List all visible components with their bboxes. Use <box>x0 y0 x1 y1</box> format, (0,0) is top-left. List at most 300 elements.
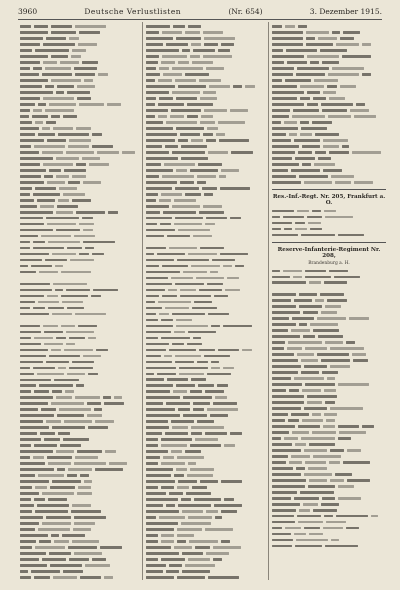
text-word <box>20 510 32 513</box>
text-word <box>57 85 74 88</box>
text-word <box>338 234 364 237</box>
text-word <box>159 97 173 100</box>
text-word <box>272 527 282 530</box>
text-line <box>272 162 386 167</box>
text-word <box>35 486 47 489</box>
text-word <box>146 331 171 334</box>
text-line <box>272 364 386 369</box>
text-line <box>146 503 266 508</box>
text-line <box>20 150 140 155</box>
text-word <box>20 486 32 489</box>
text-word <box>20 31 48 34</box>
text-word <box>48 462 71 465</box>
text-word <box>42 492 73 495</box>
text-word <box>20 396 53 399</box>
text-word <box>322 371 339 374</box>
text-word <box>38 103 47 106</box>
text-word <box>66 151 95 154</box>
text-word <box>146 307 162 310</box>
text-word <box>146 61 158 64</box>
text-word <box>204 109 227 112</box>
text-word <box>353 359 367 362</box>
text-word <box>167 378 188 381</box>
text-word <box>20 426 49 429</box>
text-word <box>166 570 179 573</box>
text-word <box>41 235 71 238</box>
text-word <box>179 367 208 370</box>
text-word <box>323 139 348 142</box>
text-word <box>20 205 37 208</box>
text-word <box>33 193 60 196</box>
text-word <box>301 371 319 374</box>
text-line <box>272 448 386 453</box>
text-line <box>146 521 266 526</box>
text-word <box>174 546 192 549</box>
text-word <box>292 317 314 320</box>
text-word <box>146 25 170 28</box>
text-line <box>20 144 140 149</box>
text-line <box>146 467 266 472</box>
text-word <box>272 115 289 118</box>
text-word <box>318 37 338 40</box>
text-word <box>307 91 319 94</box>
text-line <box>20 54 140 59</box>
text-word <box>223 265 232 268</box>
text-word <box>146 373 154 376</box>
text-word <box>20 552 46 555</box>
text-word <box>35 510 68 513</box>
text-word <box>272 270 280 273</box>
text-word <box>193 402 210 405</box>
text-line <box>146 287 266 292</box>
text-word <box>146 426 169 429</box>
text-word <box>272 151 295 154</box>
text-word <box>272 443 292 446</box>
text-line <box>146 443 266 448</box>
text-word <box>178 480 197 483</box>
text-word <box>272 515 294 518</box>
text-word <box>292 115 325 118</box>
text-word <box>174 474 185 477</box>
text-word <box>207 283 223 286</box>
text-line <box>146 563 266 568</box>
text-word <box>318 335 342 338</box>
text-word <box>20 295 44 298</box>
text-word <box>336 43 360 46</box>
text-word <box>188 516 212 519</box>
text-word <box>75 25 106 28</box>
text-line <box>146 78 266 83</box>
text-word <box>294 533 306 536</box>
text-line <box>272 108 386 113</box>
text-word <box>166 504 175 507</box>
text-word <box>44 175 53 178</box>
text-line <box>146 347 266 352</box>
text-line <box>146 569 266 574</box>
text-word <box>42 73 72 76</box>
text-word <box>20 349 48 352</box>
text-word <box>169 349 196 352</box>
text-word <box>272 335 300 338</box>
text-column-1 <box>20 24 140 580</box>
text-word <box>52 480 81 483</box>
text-word <box>289 133 298 136</box>
text-word <box>200 97 217 100</box>
text-word <box>162 265 189 268</box>
text-word <box>321 359 351 362</box>
text-word <box>172 313 205 316</box>
text-word <box>272 455 288 458</box>
text-line <box>272 424 386 429</box>
text-word <box>67 474 78 477</box>
text-word <box>191 426 223 429</box>
text-word <box>321 311 337 314</box>
text-word <box>146 468 173 471</box>
text-word <box>272 503 300 506</box>
text-word <box>175 79 195 82</box>
text-word <box>58 133 89 136</box>
text-word <box>74 522 96 525</box>
text-word <box>170 115 184 118</box>
text-word <box>114 396 121 399</box>
text-line <box>146 527 266 532</box>
text-word <box>310 61 320 64</box>
text-word <box>304 527 320 530</box>
text-word <box>63 115 77 118</box>
text-word <box>272 437 281 440</box>
text-word <box>20 223 44 226</box>
text-word <box>34 444 57 447</box>
text-word <box>146 73 160 76</box>
text-word <box>64 420 92 423</box>
text-word <box>69 367 93 370</box>
text-word <box>306 31 329 34</box>
text-word <box>272 323 296 326</box>
text-word <box>187 474 213 477</box>
text-word <box>35 49 69 52</box>
text-word <box>49 552 71 555</box>
text-word <box>211 361 219 364</box>
text-word <box>272 109 290 112</box>
text-word <box>56 211 74 214</box>
text-line <box>146 156 266 161</box>
text-word <box>42 522 71 525</box>
text-line <box>20 251 140 256</box>
text-word <box>63 438 89 441</box>
text-word <box>207 373 231 376</box>
text-word <box>296 467 305 470</box>
text-word <box>146 283 172 286</box>
text-word <box>34 337 54 340</box>
text-word <box>67 307 84 310</box>
text-line <box>20 168 140 173</box>
text-line <box>146 383 266 388</box>
text-word <box>20 37 43 40</box>
text-word <box>272 365 301 368</box>
text-word <box>31 265 52 268</box>
text-word <box>175 355 201 358</box>
text-word <box>42 127 50 130</box>
text-line <box>272 418 386 423</box>
text-word <box>177 486 189 489</box>
text-word <box>295 157 315 160</box>
text-line <box>20 48 140 53</box>
text-word <box>146 91 169 94</box>
text-word <box>309 479 328 482</box>
text-word <box>72 540 98 543</box>
text-word <box>82 157 100 160</box>
text-word <box>85 564 109 567</box>
text-word <box>338 497 361 500</box>
text-line <box>272 466 386 471</box>
text-word <box>52 426 86 429</box>
text-word <box>58 432 70 435</box>
text-line <box>20 527 140 532</box>
text-line <box>20 180 140 185</box>
text-word <box>47 295 59 298</box>
text-line <box>20 497 140 502</box>
text-line <box>146 132 266 137</box>
text-word <box>122 151 134 154</box>
text-word <box>312 210 321 213</box>
text-word <box>104 576 113 579</box>
text-word <box>146 277 168 280</box>
text-line <box>20 114 140 119</box>
text-word <box>272 91 304 94</box>
text-word <box>38 301 59 304</box>
text-word <box>272 37 303 40</box>
text-word <box>176 384 195 387</box>
text-line <box>20 281 140 286</box>
text-word <box>327 377 336 380</box>
text-word <box>303 311 319 314</box>
text-word <box>272 43 303 46</box>
text-word <box>43 163 74 166</box>
text-line <box>20 233 140 238</box>
text-line <box>20 509 140 514</box>
text-line <box>272 525 386 530</box>
text-word <box>146 313 156 316</box>
text-word <box>329 461 340 464</box>
text-word <box>272 157 292 160</box>
text-word <box>190 55 200 58</box>
text-word <box>197 420 215 423</box>
text-word <box>230 432 242 435</box>
text-word <box>175 361 194 364</box>
text-line <box>272 406 386 411</box>
text-line <box>146 263 266 268</box>
text-word <box>338 383 369 386</box>
text-word <box>322 497 335 500</box>
text-line <box>146 204 266 209</box>
text-word <box>146 456 160 459</box>
text-word <box>308 222 321 225</box>
text-word <box>146 486 158 489</box>
text-word <box>37 373 64 376</box>
text-line <box>20 455 140 460</box>
text-word <box>309 533 323 536</box>
text-word <box>20 91 53 94</box>
text-line <box>146 545 266 550</box>
text-word <box>347 479 370 482</box>
text-line <box>272 388 386 393</box>
text-line <box>20 287 140 292</box>
text-word <box>54 540 70 543</box>
text-line <box>20 503 140 508</box>
text-line <box>20 413 140 418</box>
text-word <box>71 510 101 513</box>
text-word <box>109 462 127 465</box>
text-word <box>304 365 328 368</box>
text-word <box>20 337 31 340</box>
text-word <box>146 199 156 202</box>
text-word <box>95 468 122 471</box>
text-word <box>85 247 94 250</box>
text-word <box>20 343 41 346</box>
text-line <box>146 479 266 484</box>
text-word <box>335 181 351 184</box>
text-word <box>70 259 93 262</box>
text-word <box>326 419 336 422</box>
text-word <box>245 85 255 88</box>
text-word <box>205 223 215 226</box>
text-line <box>146 413 266 418</box>
text-word <box>69 139 91 142</box>
text-line <box>272 90 386 95</box>
text-word <box>49 103 75 106</box>
text-word <box>146 462 158 465</box>
text-word <box>201 115 213 118</box>
text-word <box>298 151 312 154</box>
text-word <box>146 564 166 567</box>
text-word <box>326 521 346 524</box>
text-line <box>20 401 140 406</box>
text-word <box>20 384 36 387</box>
text-word <box>75 456 99 459</box>
text-word <box>164 355 173 358</box>
text-word <box>46 420 62 423</box>
text-word <box>305 270 325 273</box>
text-word <box>304 407 326 410</box>
text-word <box>75 396 100 399</box>
text-column-3 <box>272 24 386 580</box>
text-word <box>43 325 58 328</box>
text-word <box>146 528 174 531</box>
text-word <box>146 408 175 411</box>
text-line <box>146 84 266 89</box>
text-word <box>146 127 173 130</box>
text-word <box>272 299 291 302</box>
text-word <box>213 402 236 405</box>
text-word <box>205 390 224 393</box>
text-word <box>20 193 30 196</box>
section-subheading: Brandenburg a. H. <box>308 261 350 267</box>
text-line <box>272 30 386 35</box>
text-word <box>161 337 189 340</box>
text-line <box>146 365 266 370</box>
text-word <box>307 216 322 219</box>
text-word <box>302 389 321 392</box>
text-word <box>272 461 286 464</box>
text-word <box>272 497 291 500</box>
text-word <box>39 271 58 274</box>
text-word <box>42 151 63 154</box>
text-word <box>304 449 328 452</box>
text-word <box>187 343 202 346</box>
text-word <box>214 295 228 298</box>
text-word <box>221 43 234 46</box>
text-word <box>20 367 30 370</box>
text-word <box>219 139 248 142</box>
text-word <box>146 265 159 268</box>
text-line <box>272 24 386 29</box>
text-word <box>325 545 358 548</box>
text-word <box>330 449 344 452</box>
text-line <box>272 84 386 89</box>
text-line <box>272 537 386 542</box>
text-word <box>213 546 241 549</box>
text-line <box>20 108 140 113</box>
text-word <box>182 570 210 573</box>
text-word <box>323 425 336 428</box>
text-word <box>146 450 168 453</box>
text-word <box>49 169 61 172</box>
text-line <box>146 371 266 376</box>
text-word <box>321 503 339 506</box>
text-word <box>285 79 311 82</box>
text-word <box>272 353 294 356</box>
text-word <box>57 414 85 417</box>
text-line <box>20 437 140 442</box>
text-word <box>20 414 54 417</box>
text-line <box>146 437 266 442</box>
text-word <box>207 127 219 130</box>
text-word <box>211 367 220 370</box>
text-word <box>20 151 39 154</box>
text-word <box>72 49 86 52</box>
text-word <box>146 289 165 292</box>
text-word <box>306 43 333 46</box>
text-word <box>331 539 339 542</box>
text-word <box>51 115 61 118</box>
text-word <box>20 325 40 328</box>
text-word <box>296 539 328 542</box>
text-word <box>302 419 323 422</box>
text-line <box>146 245 266 250</box>
text-word <box>347 449 361 452</box>
text-word <box>146 510 179 513</box>
text-word <box>272 216 280 219</box>
text-word <box>272 210 294 213</box>
text-word <box>220 187 250 190</box>
text-word <box>57 205 78 208</box>
text-word <box>295 443 306 446</box>
text-word <box>161 61 176 64</box>
text-word <box>178 504 211 507</box>
text-word <box>334 276 361 279</box>
text-word <box>20 145 31 148</box>
text-word <box>20 355 46 358</box>
text-word <box>146 552 179 555</box>
text-word <box>177 259 209 262</box>
text-word <box>49 355 80 358</box>
text-line <box>272 322 386 327</box>
text-word <box>77 97 91 100</box>
text-word <box>203 55 233 58</box>
text-line <box>146 60 266 65</box>
text-word <box>172 151 205 154</box>
text-line <box>146 353 266 358</box>
